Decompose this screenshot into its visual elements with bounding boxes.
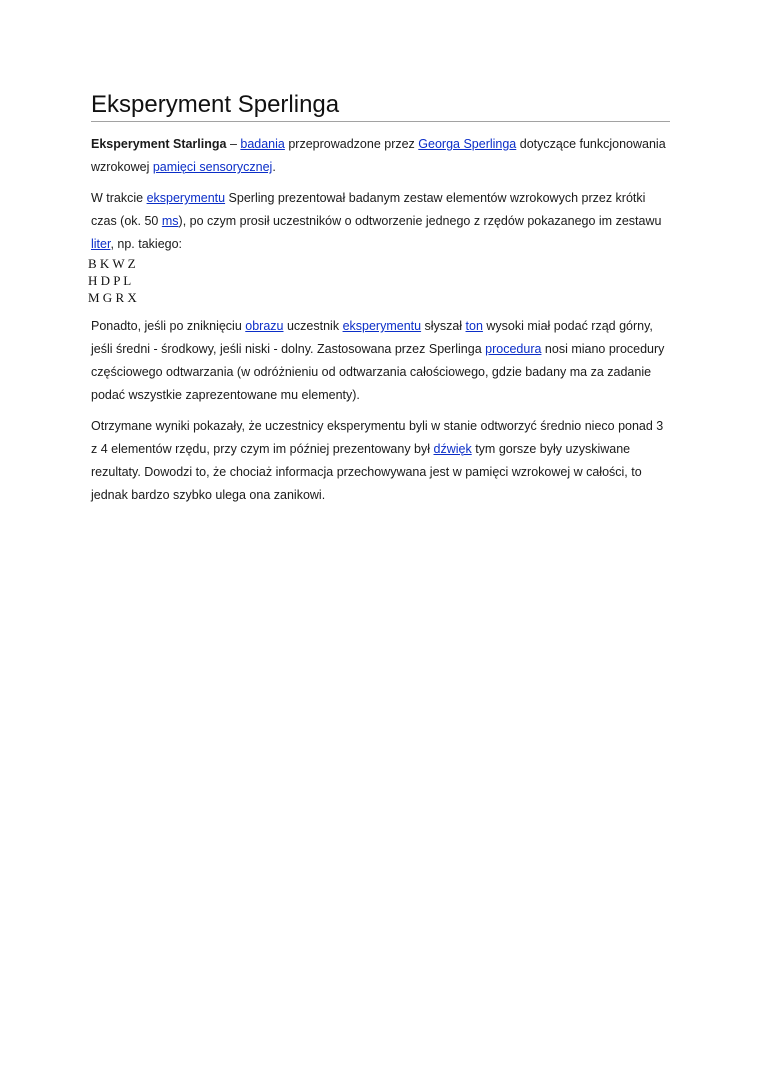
text: – — [226, 137, 241, 151]
text: ), po czym prosił uczestników o odtworzenie jednego z rzędów pokazanego im zestawu — [178, 214, 662, 228]
text: wysoki miał podać rząd górny, jeśli średni - środkowy, jeśli niski - dolny. Zastosowana przez Sperlinga — [91, 319, 653, 356]
document-page — [88, 90, 670, 507]
link-liter[interactable]: liter — [91, 237, 111, 251]
text: przeprowadzone przez — [284, 137, 419, 151]
results-paragraph — [91, 415, 670, 507]
term-bold: Eksperyment Starlinga — [91, 137, 227, 151]
text: Otrzymane wyniki pokazały, że uczestnicy eksperymentu byli w stanie odtworzyć średnio nieco ponad 3 z 4 elementów rzędu, przy czym im później prezentowany był — [91, 419, 664, 456]
letter-matrix — [88, 255, 670, 306]
link-ms[interactable]: ms — [161, 214, 179, 228]
link-eksperymentu[interactable]: eksperymentu — [146, 191, 226, 205]
link-georga-sperlinga[interactable]: Georga Sperlinga — [418, 137, 517, 151]
letter-row: H D P L — [88, 273, 132, 288]
text: nosi miano procedury częściowego odtwarzania (w odróżnieniu od odtwarzania całościowego, gdzie badany ma za zadanie podać wszystkie zaprezentowane mu elementy). — [91, 342, 665, 402]
link-badania[interactable]: badania — [240, 137, 285, 151]
procedure-paragraph — [91, 187, 670, 256]
letter-row: M G R X — [88, 290, 137, 305]
partial-report-paragraph — [91, 315, 670, 407]
link-procedura[interactable]: procedura — [485, 342, 542, 356]
text: uczestnik — [283, 319, 343, 333]
text: dotyczące funkcjonowania wzrokowej — [91, 137, 666, 174]
link-eksperymentu-2[interactable]: eksperymentu — [342, 319, 422, 333]
link-ton[interactable]: ton — [465, 319, 483, 333]
link-pamieci-sensorycznej[interactable]: pamięci sensorycznej — [152, 160, 273, 174]
text: Ponadto, jeśli po zniknięciu — [91, 319, 246, 333]
text: , np. takiego: — [110, 237, 183, 251]
text: . — [272, 160, 276, 174]
text: tym gorsze były uzyskiwane rezultaty. Dowodzi to, że chociaż informacja przechowywana jest w pamięci wzrokowej w całości, to jednak bardzo szybko ulega ona zanikowi. — [91, 442, 642, 502]
link-dzwiek[interactable]: dźwięk — [433, 442, 472, 456]
text: Sperling prezentował badanym zestaw elementów wzrokowych przez krótki czas (ok. 50 — [91, 191, 646, 228]
link-obrazu[interactable]: obrazu — [245, 319, 284, 333]
letter-row: B K W Z — [88, 256, 136, 271]
text: słyszał — [421, 319, 466, 333]
intro-paragraph — [91, 133, 670, 179]
page-title: Eksperyment Sperlinga — [91, 90, 670, 122]
text: W trakcie — [91, 191, 147, 205]
